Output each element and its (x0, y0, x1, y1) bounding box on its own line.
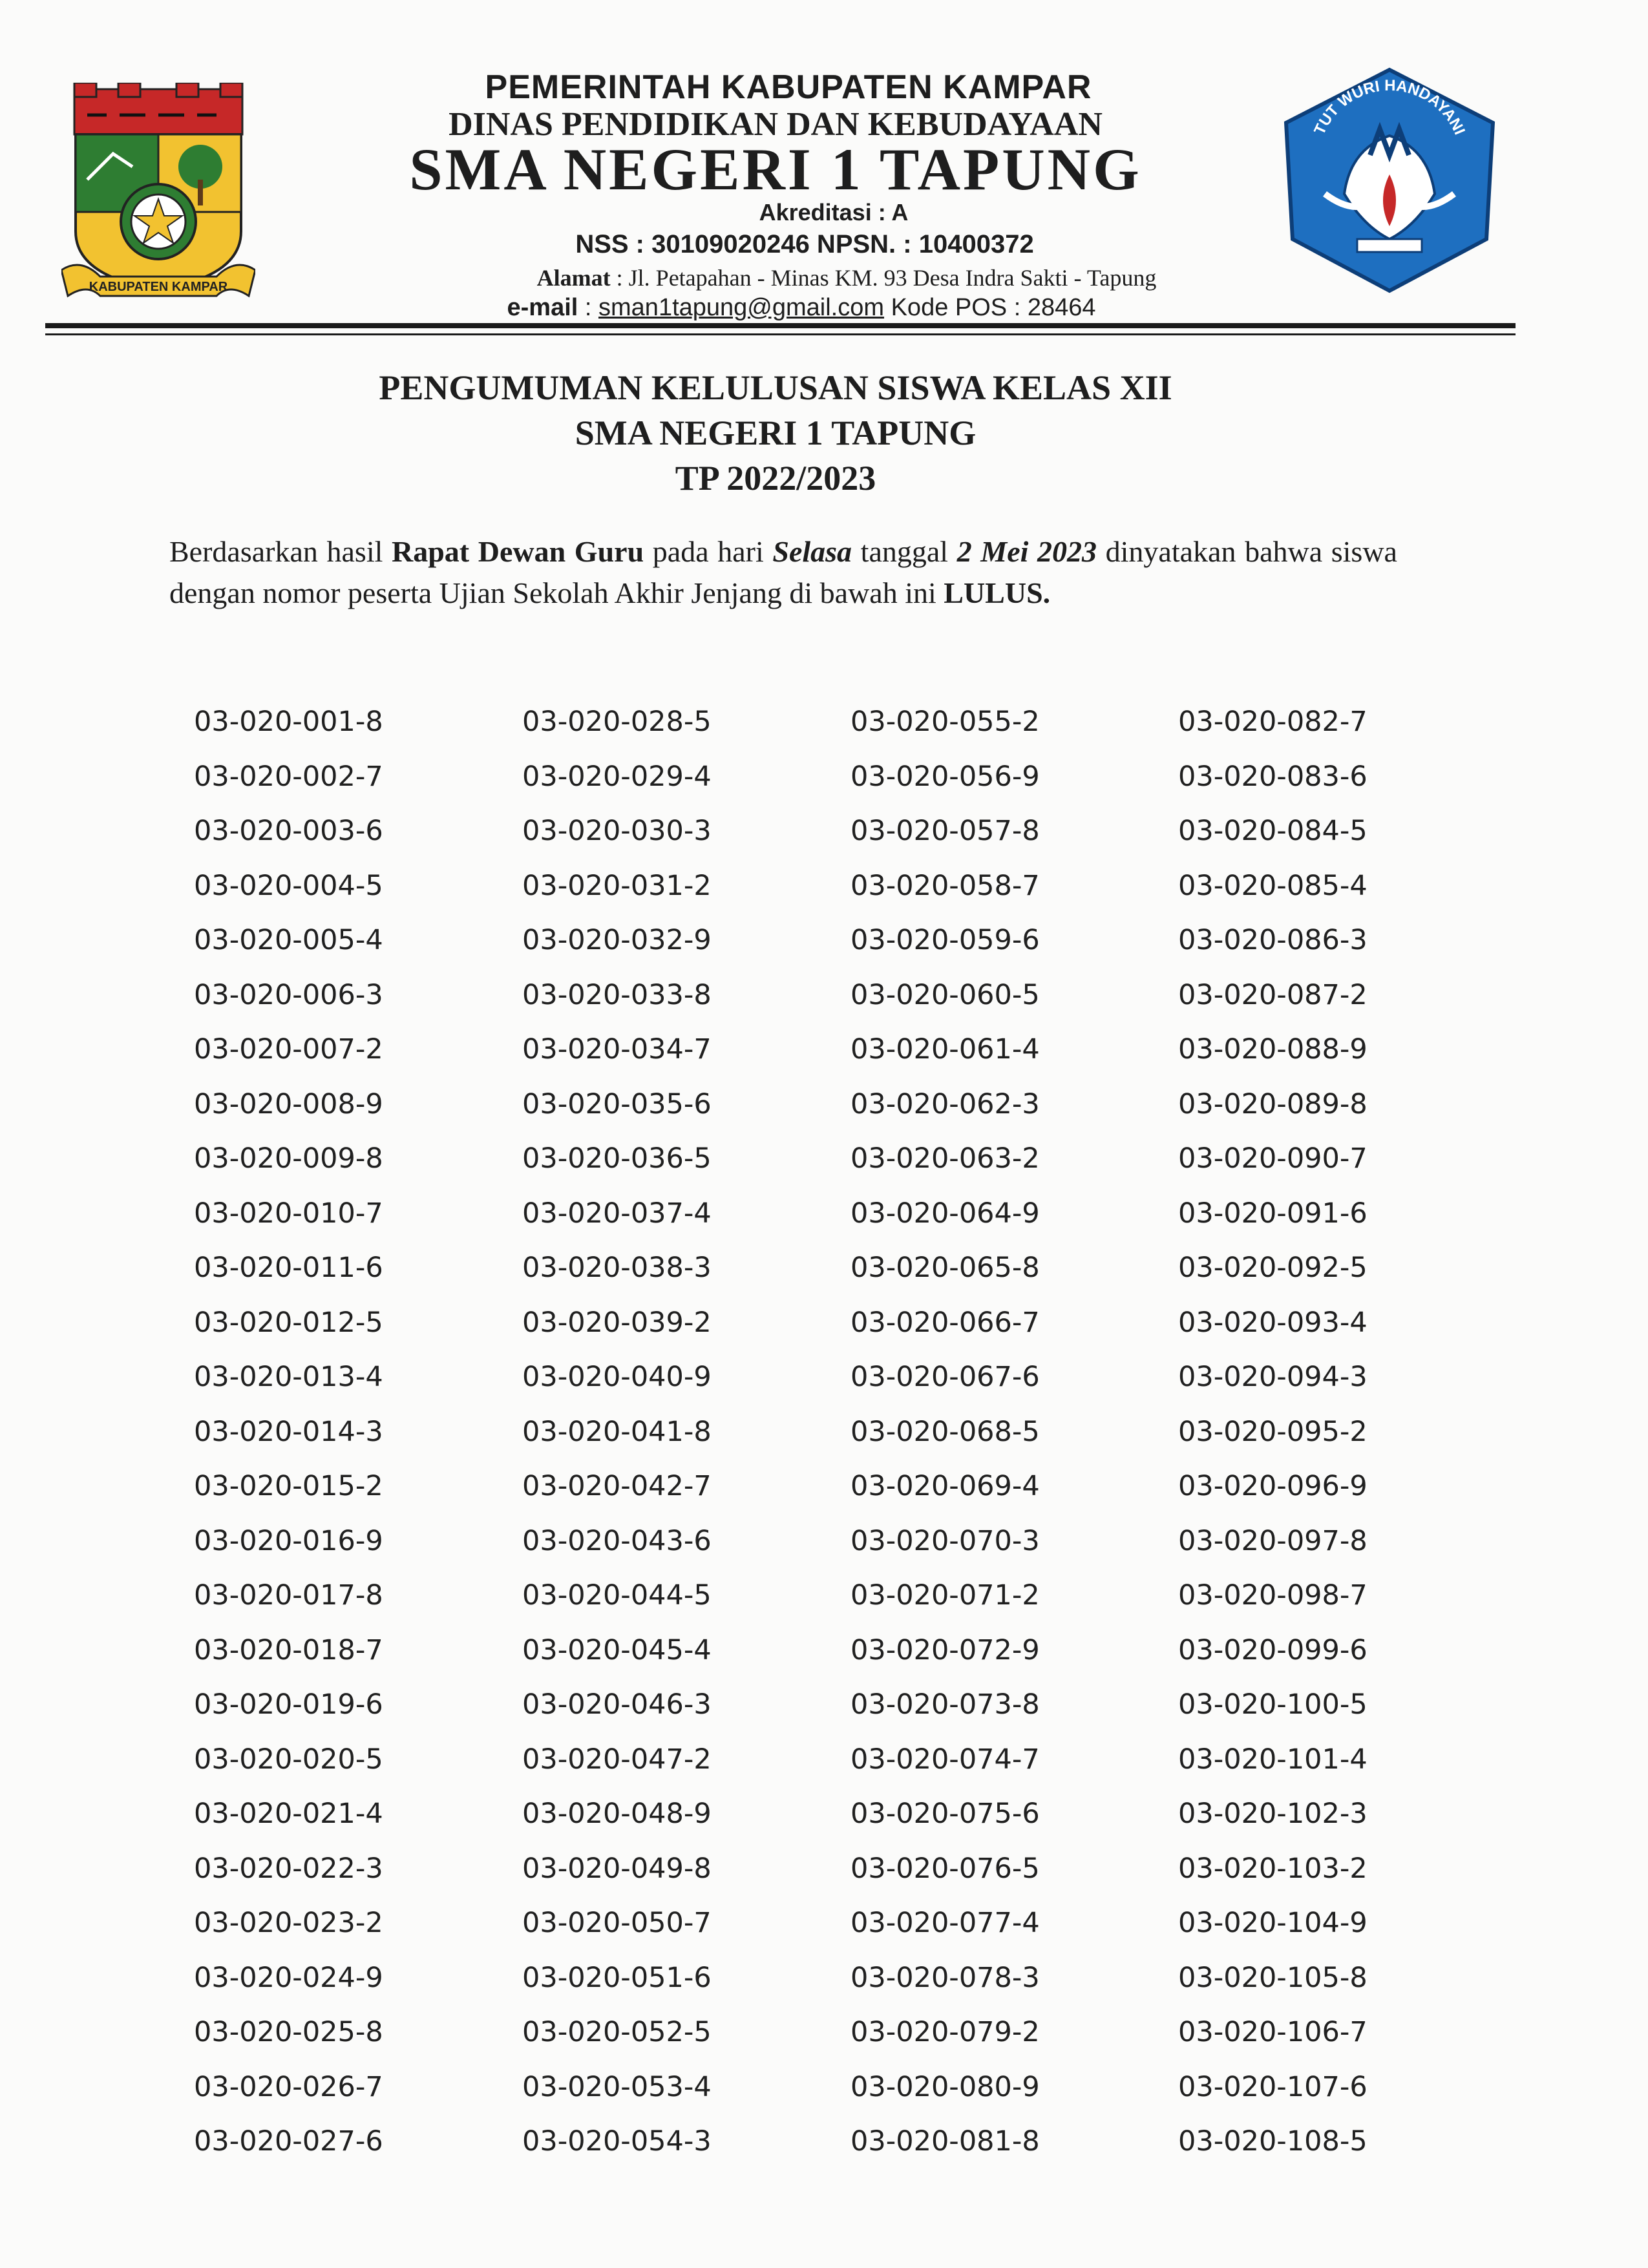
participant-number: 03-020-056-9 (850, 760, 1040, 793)
participant-number: 03-020-078-3 (850, 1961, 1040, 1994)
address (439, 264, 1254, 291)
participant-number: 03-020-068-5 (850, 1415, 1040, 1448)
participant-number: 03-020-090-7 (1178, 1142, 1368, 1175)
participant-number: 03-020-024-9 (194, 1961, 383, 1994)
participant-number: 03-020-093-4 (1178, 1306, 1368, 1339)
participant-number: 03-020-012-5 (194, 1306, 383, 1339)
participant-number: 03-020-054-3 (522, 2125, 712, 2158)
number-column-2 (522, 695, 794, 2169)
participant-number: 03-020-011-6 (194, 1252, 383, 1284)
address-value: : Jl. Petapahan - Minas KM. 93 Desa Indra Sakti - Tapung (610, 265, 1157, 291)
participant-number: 03-020-006-3 (194, 978, 383, 1011)
participant-number: 03-020-048-9 (522, 1798, 712, 1830)
participant-number: 03-020-025-8 (194, 2016, 383, 2048)
email-label: e-mail (507, 294, 578, 321)
intro-text-2: pada hari (644, 535, 773, 568)
participant-number: 03-020-044-5 (522, 1579, 712, 1612)
participant-number: 03-020-003-6 (194, 815, 383, 847)
title-line-3: TP 2022/2023 (675, 459, 876, 498)
participant-number: 03-020-035-6 (522, 1087, 712, 1120)
gov-name: PEMERINTAH KABUPATEN KAMPAR (485, 68, 1092, 106)
number-column-4 (1178, 695, 1450, 2169)
letterhead-text (297, 68, 1254, 322)
result-status: LULUS. (944, 576, 1051, 609)
participant-number: 03-020-095-2 (1178, 1415, 1368, 1448)
participant-number: 03-020-051-6 (522, 1961, 712, 1994)
participant-number: 03-020-053-4 (522, 2070, 712, 2103)
participant-number: 03-020-032-9 (522, 924, 712, 956)
participant-number: 03-020-064-9 (850, 1197, 1040, 1230)
participant-number: 03-020-101-4 (1178, 1743, 1368, 1776)
participant-number: 03-020-079-2 (850, 2016, 1040, 2048)
participant-number: 03-020-105-8 (1178, 1961, 1368, 1994)
participant-number: 03-020-004-5 (194, 869, 383, 902)
participant-number: 03-020-107-6 (1178, 2070, 1368, 2103)
participant-number: 03-020-062-3 (850, 1087, 1040, 1120)
participant-number: 03-020-100-5 (1178, 1688, 1368, 1721)
participant-number: 03-020-070-3 (850, 1524, 1040, 1557)
participant-number: 03-020-021-4 (194, 1798, 383, 1830)
participant-number: 03-020-037-4 (522, 1197, 712, 1230)
participant-number: 03-020-005-4 (194, 924, 383, 956)
participant-number: 03-020-045-4 (522, 1633, 712, 1666)
participant-number: 03-020-057-8 (850, 815, 1040, 847)
tut-wuri-handayani-logo (1273, 65, 1506, 297)
meeting-date: 2 Mei 2023 (956, 535, 1097, 568)
participant-number: 03-020-041-8 (522, 1415, 712, 1448)
announcement-title (0, 365, 1551, 501)
address-label: Alamat (536, 265, 611, 291)
nss-npsn: NSS : 30109020246 NPSN. : 10400372 (575, 230, 1034, 258)
participant-number: 03-020-076-5 (850, 1852, 1040, 1885)
title-line-1: PENGUMUMAN KELULUSAN SISWA KELAS XII (379, 368, 1172, 407)
participant-number: 03-020-069-4 (850, 1470, 1040, 1502)
intro-text-3: tanggal (852, 535, 957, 568)
participant-number: 03-020-052-5 (522, 2016, 712, 2048)
participant-number-list (194, 695, 1422, 2168)
meeting-name: Rapat Dewan Guru (392, 535, 644, 568)
participant-number: 03-020-098-7 (1178, 1579, 1368, 1612)
participant-number: 03-020-042-7 (522, 1470, 712, 1502)
participant-number: 03-020-001-8 (194, 706, 383, 738)
school-name: SMA NEGERI 1 TAPUNG (409, 136, 1142, 202)
number-column-3 (850, 695, 1122, 2169)
participant-number: 03-020-104-9 (1178, 1907, 1368, 1939)
participant-number: 03-020-027-6 (194, 2125, 383, 2158)
participant-number: 03-020-058-7 (850, 869, 1040, 902)
participant-number: 03-020-009-8 (194, 1142, 383, 1175)
participant-number: 03-020-013-4 (194, 1361, 383, 1393)
participant-number: 03-020-103-2 (1178, 1852, 1368, 1885)
crest-ribbon-text: KABUPATEN KAMPAR (89, 280, 228, 294)
participant-number: 03-020-106-7 (1178, 2016, 1368, 2048)
participant-number: 03-020-008-9 (194, 1087, 383, 1120)
participant-number: 03-020-082-7 (1178, 706, 1368, 738)
participant-number: 03-020-002-7 (194, 760, 383, 793)
participant-number: 03-020-018-7 (194, 1633, 383, 1666)
number-column-1 (194, 695, 465, 2169)
participant-number: 03-020-088-9 (1178, 1033, 1368, 1066)
participant-number: 03-020-072-9 (850, 1633, 1040, 1666)
participant-number: 03-020-010-7 (194, 1197, 383, 1230)
participant-number: 03-020-033-8 (522, 978, 712, 1011)
header-rule-thick (45, 323, 1516, 328)
participant-number: 03-020-083-6 (1178, 760, 1368, 793)
participant-number: 03-020-036-5 (522, 1142, 712, 1175)
participant-number: 03-020-020-5 (194, 1743, 383, 1776)
participant-number: 03-020-059-6 (850, 924, 1040, 956)
participant-number: 03-020-019-6 (194, 1688, 383, 1721)
participant-number: 03-020-007-2 (194, 1033, 383, 1066)
participant-number: 03-020-099-6 (1178, 1633, 1368, 1666)
participant-number: 03-020-091-6 (1178, 1197, 1368, 1230)
participant-number: 03-020-067-6 (850, 1361, 1040, 1393)
participant-number: 03-020-097-8 (1178, 1524, 1368, 1557)
participant-number: 03-020-086-3 (1178, 924, 1368, 956)
participant-number: 03-020-089-8 (1178, 1087, 1368, 1120)
participant-number: 03-020-060-5 (850, 978, 1040, 1011)
participant-number: 03-020-031-2 (522, 869, 712, 902)
participant-number: 03-020-073-8 (850, 1688, 1040, 1721)
participant-number: 03-020-047-2 (522, 1743, 712, 1776)
department-name: DINAS PENDIDIKAN DAN KEBUDAYAAN (449, 106, 1103, 143)
kampar-crest-logo (61, 83, 255, 309)
participant-number: 03-020-050-7 (522, 1907, 712, 1939)
participant-number: 03-020-043-6 (522, 1524, 712, 1557)
accreditation: Akreditasi : A (759, 199, 909, 226)
participant-number: 03-020-061-4 (850, 1033, 1040, 1066)
participant-number: 03-020-049-8 (522, 1852, 712, 1885)
participant-number: 03-020-039-2 (522, 1306, 712, 1339)
participant-number: 03-020-023-2 (194, 1907, 383, 1939)
participant-number: 03-020-080-9 (850, 2070, 1040, 2103)
postal-code: Kode POS : 28464 (884, 294, 1096, 321)
participant-number: 03-020-108-5 (1178, 2125, 1368, 2158)
participant-number: 03-020-077-4 (850, 1907, 1040, 1939)
participant-number: 03-020-014-3 (194, 1415, 383, 1448)
participant-number: 03-020-065-8 (850, 1252, 1040, 1284)
participant-number: 03-020-084-5 (1178, 815, 1368, 847)
participant-number: 03-020-075-6 (850, 1798, 1040, 1830)
tutwuri-arc-text: TUT WURI HANDAYANI (1311, 76, 1468, 138)
participant-number: 03-020-063-2 (850, 1142, 1040, 1175)
participant-number: 03-020-081-8 (850, 2125, 1040, 2158)
participant-number: 03-020-085-4 (1178, 869, 1368, 902)
participant-number: 03-020-016-9 (194, 1524, 383, 1557)
meeting-day: Selasa (772, 535, 852, 568)
intro-text-4: dinyatakan bahwa siswa dengan nomor peserta Ujian Sekolah Akhir Jenjang di bawah ini (169, 535, 1397, 609)
participant-number: 03-020-030-3 (522, 815, 712, 847)
participant-number: 03-020-028-5 (522, 706, 712, 738)
participant-number: 03-020-071-2 (850, 1579, 1040, 1612)
participant-number: 03-020-096-9 (1178, 1470, 1368, 1502)
participant-number: 03-020-087-2 (1178, 978, 1368, 1011)
participant-number: 03-020-102-3 (1178, 1798, 1368, 1830)
participant-number: 03-020-026-7 (194, 2070, 383, 2103)
intro-text-1: Berdasarkan hasil (169, 535, 392, 568)
participant-number: 03-020-017-8 (194, 1579, 383, 1612)
participant-number: 03-020-074-7 (850, 1743, 1040, 1776)
contact (349, 294, 1254, 322)
participant-number: 03-020-015-2 (194, 1470, 383, 1502)
email-address: sman1tapung@gmail.com (598, 294, 885, 321)
title-line-2: SMA NEGERI 1 TAPUNG (575, 414, 977, 452)
participant-number: 03-020-038-3 (522, 1252, 712, 1284)
letterhead (0, 0, 1648, 349)
participant-number: 03-020-066-7 (850, 1306, 1040, 1339)
participant-number: 03-020-022-3 (194, 1852, 383, 1885)
participant-number: 03-020-034-7 (522, 1033, 712, 1066)
email-separator: : (578, 294, 599, 321)
announcement-intro (169, 531, 1397, 614)
participant-number: 03-020-046-3 (522, 1688, 712, 1721)
participant-number: 03-020-055-2 (850, 706, 1040, 738)
participant-number: 03-020-029-4 (522, 760, 712, 793)
participant-number: 03-020-094-3 (1178, 1361, 1368, 1393)
header-rule-thin (45, 333, 1516, 335)
participant-number: 03-020-092-5 (1178, 1252, 1368, 1284)
participant-number: 03-020-040-9 (522, 1361, 712, 1393)
